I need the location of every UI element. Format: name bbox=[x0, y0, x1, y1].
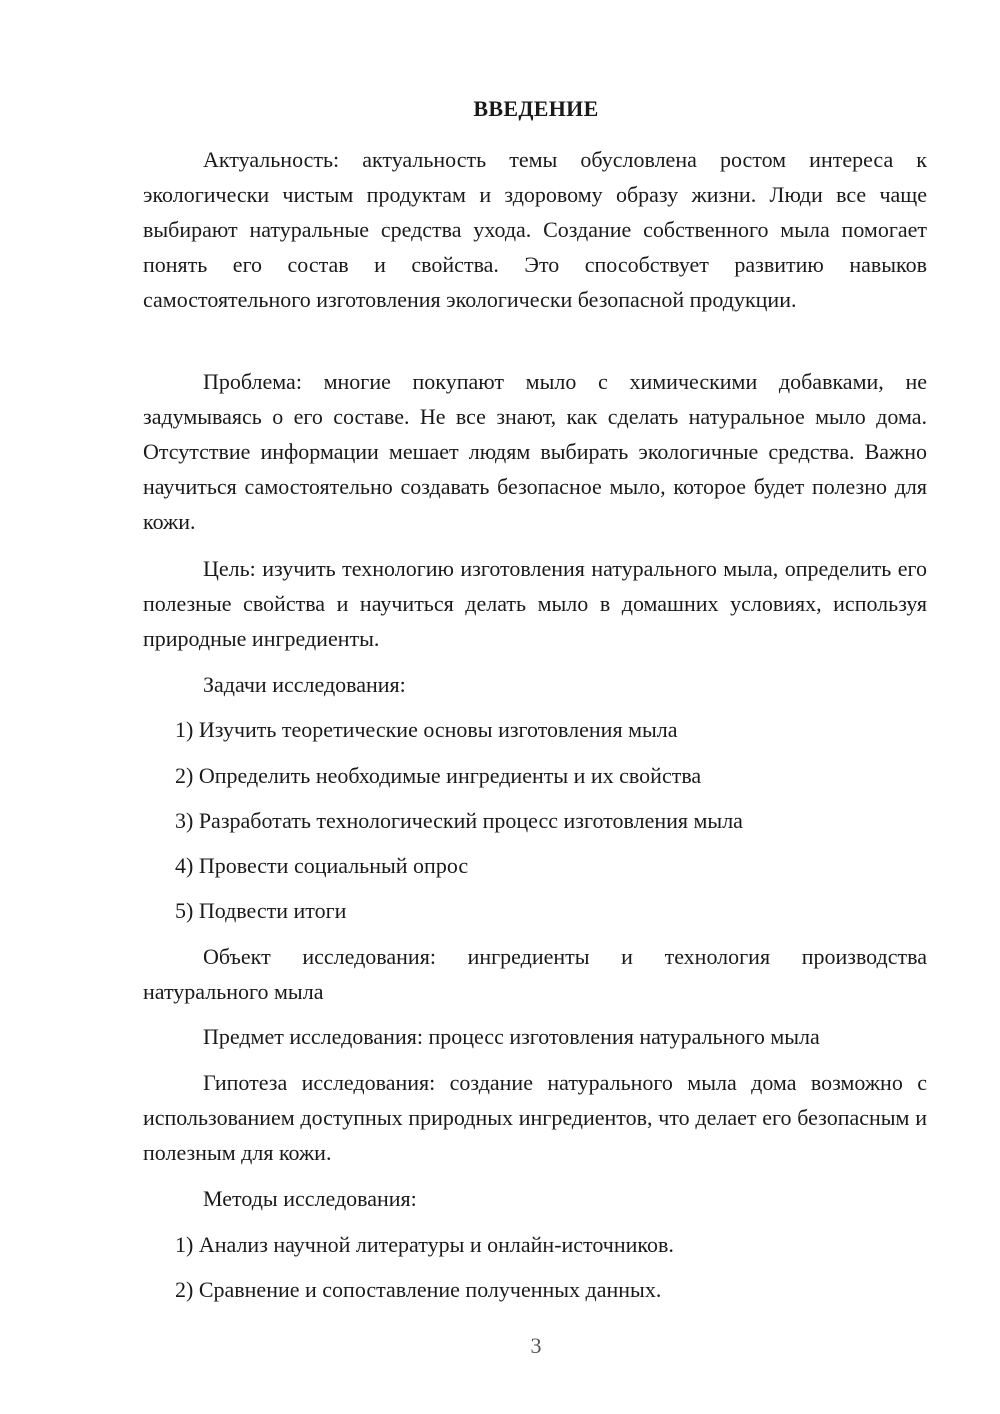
list-item: 4) Провести социальный опрос bbox=[175, 853, 469, 878]
task-item-3 bbox=[143, 803, 927, 838]
list-item: 2) Определить необходимые ингредиенты и их свойства bbox=[175, 763, 702, 788]
hypothesis-block bbox=[143, 1065, 927, 1170]
method-item-1 bbox=[143, 1227, 927, 1262]
subject-paragraph: Предмет исследования: процесс изготовления натурального мыла bbox=[203, 1024, 820, 1049]
list-item: 1) Изучить теоретические основы изготовления мыла bbox=[175, 717, 678, 742]
tasks-heading: Задачи исследования: bbox=[203, 672, 406, 697]
goal-paragraph: Цель: изучить технологию изготовления натурального мыла, определить его полезные свойства и научиться делать мыло в домашних условиях, используя природные ингредиенты. bbox=[143, 556, 927, 651]
list-item: 3) Разработать технологический процесс изготовления мыла bbox=[175, 808, 743, 833]
relevance-block bbox=[143, 142, 927, 317]
subject-block bbox=[143, 1019, 927, 1054]
page-number: 3 bbox=[530, 1333, 542, 1358]
relevance-paragraph: Актуальность: актуальность темы обусловлена ростом интереса к экологически чистым продуктам и здоровому образу жизни. Люди все чаще выбирают натуральные средства ухода. Создание собственного мыла помогает понять его состав и свойства. Это способствует развитию навыков самостоятельного изготовления экологически безопасной продукции. bbox=[143, 147, 927, 312]
problem-block bbox=[143, 364, 927, 539]
task-item-5 bbox=[143, 893, 927, 928]
section-heading: ВВЕДЕНИЕ bbox=[473, 96, 599, 121]
method-item-2 bbox=[143, 1272, 927, 1307]
problem-paragraph: Проблема: многие покупают мыло с химическими добавками, не задумываясь о его составе. Не все знают, как сделать натуральное мыло дома. Отсутствие информации мешает людям выбирать экологичные средства. Важно научиться самостоятельно создавать безопасное мыло, которое будет полезно для кожи. bbox=[143, 369, 927, 534]
task-item-4 bbox=[143, 848, 927, 883]
list-item: 5) Подвести итоги bbox=[175, 898, 347, 923]
goal-block bbox=[143, 551, 927, 656]
task-item-1 bbox=[143, 712, 927, 747]
hypothesis-paragraph: Гипотеза исследования: создание натурального мыла дома возможно с использованием доступных природных ингредиентов, что делает его безопасным и полезным для кожи. bbox=[143, 1070, 927, 1165]
object-paragraph: Объект исследования: ингредиенты и технология производства натурального мыла bbox=[143, 944, 927, 1004]
methods-heading: Методы исследования: bbox=[203, 1186, 417, 1211]
task-item-2 bbox=[143, 758, 927, 793]
object-block bbox=[143, 939, 927, 1009]
tasks-heading-block bbox=[143, 667, 927, 702]
list-item: 1) Анализ научной литературы и онлайн-источников. bbox=[175, 1232, 674, 1257]
methods-heading-block bbox=[143, 1181, 927, 1216]
list-item: 2) Сравнение и сопоставление полученных данных. bbox=[175, 1277, 662, 1302]
